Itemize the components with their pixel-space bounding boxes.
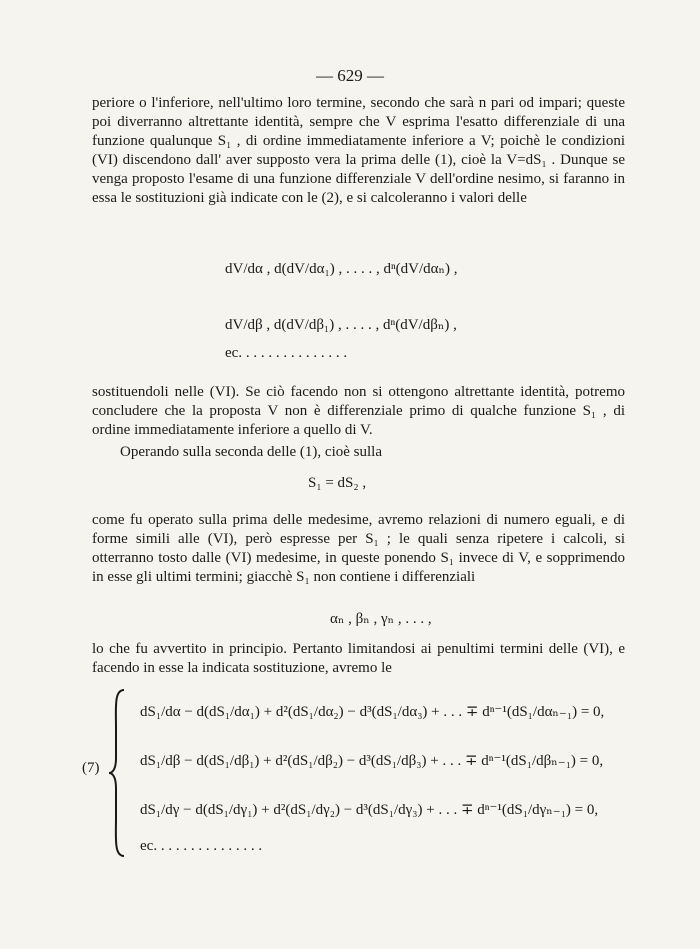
paragraph-5: lo che fu avvertito in principio. Pertanto limitandosi ai penultimi termini delle (VI), e facendo in esse la indicata sostituzione, avremo le bbox=[92, 641, 625, 676]
display-derivatives bbox=[225, 256, 458, 366]
paragraph-2: sostituendoli nelle (VI). Se ciò facendo non si ottengono altrettante identità, potremo concludere che la proposta V non è differenziale primo di qualche funzione S₁ , di ordine immediatamente inferiore a quello di V. bbox=[92, 384, 625, 438]
equation-label: (7) bbox=[82, 760, 100, 776]
paragraph-3: Operando sulla seconda delle (1), cioè sulla bbox=[120, 444, 382, 460]
display-s1-equation: S₁ = dS₂ , bbox=[308, 475, 367, 491]
paragraph-1: periore o l'inferiore, nell'ultimo loro termine, secondo che sarà n pari od impari; queste poi diverranno altrettante identità, sempre che V esprima l'esatto differenziale di una funzione qualunque S₁ , di ordine immediatamente inferiore a V; poichè le condizioni (VI) discendono dall' aver supposto vera la prima delle (1), cioè la V=dS₁ . Dunque se venga proposto l'esame di una funzione differenziale V dell'ordine nesimo, si faranno in essa le sostituzioni già indicate con le (2), e si calcoleranno i valori delle bbox=[92, 95, 625, 206]
equation-beta: dS₁/dβ − d(dS₁/dβ₁) + d²(dS₁/dβ₂) − d³(dS₁/dβ₃) + . . . ∓ dⁿ⁻¹(dS₁/dβₙ₋₁) = 0, bbox=[140, 753, 604, 769]
paragraph-4: come fu operato sulla prima delle medesime, avremo relazioni di numero eguali, e di forme simili alle (VI), però espresse per S₁ ; le quali senza ripetere i calcoli, si otterranno tosto dalle (VI) medesime, in queste ponendo S₁ invece di V, e sopprimendo in esse gli ultimi termini; giacchè S₁ non contiene i differenziali bbox=[92, 512, 625, 585]
equation-gamma: dS₁/dγ − d(dS₁/dγ₁) + d²(dS₁/dγ₂) − d³(dS₁/dγ₃) + . . . ∓ dⁿ⁻¹(dS₁/dγₙ₋₁) = 0, bbox=[140, 802, 599, 818]
display-line-beta: dV/dβ , d(dV/dβ₁) , . . . . , dⁿ(dV/dβₙ) , bbox=[225, 317, 457, 333]
equation-system bbox=[140, 688, 604, 857]
display-line-alpha: dV/dα , d(dV/dα₁) , . . . . , dⁿ(dV/dαₙ) , bbox=[225, 261, 458, 277]
equation-alpha: dS₁/dα − d(dS₁/dα₁) + d²(dS₁/dα₂) − d³(dS₁/dα₃) + . . . ∓ dⁿ⁻¹(dS₁/dαₙ₋₁) = 0, bbox=[140, 704, 605, 720]
display-differentials: αₙ , βₙ , γₙ , . . . , bbox=[330, 611, 432, 627]
display-line-ec: ec. . . . . . . . . . . . . . . bbox=[225, 345, 348, 361]
left-brace bbox=[108, 688, 126, 858]
equation-ec: ec. . . . . . . . . . . . . . . bbox=[140, 838, 263, 854]
page-number: — 629 — bbox=[316, 66, 384, 85]
